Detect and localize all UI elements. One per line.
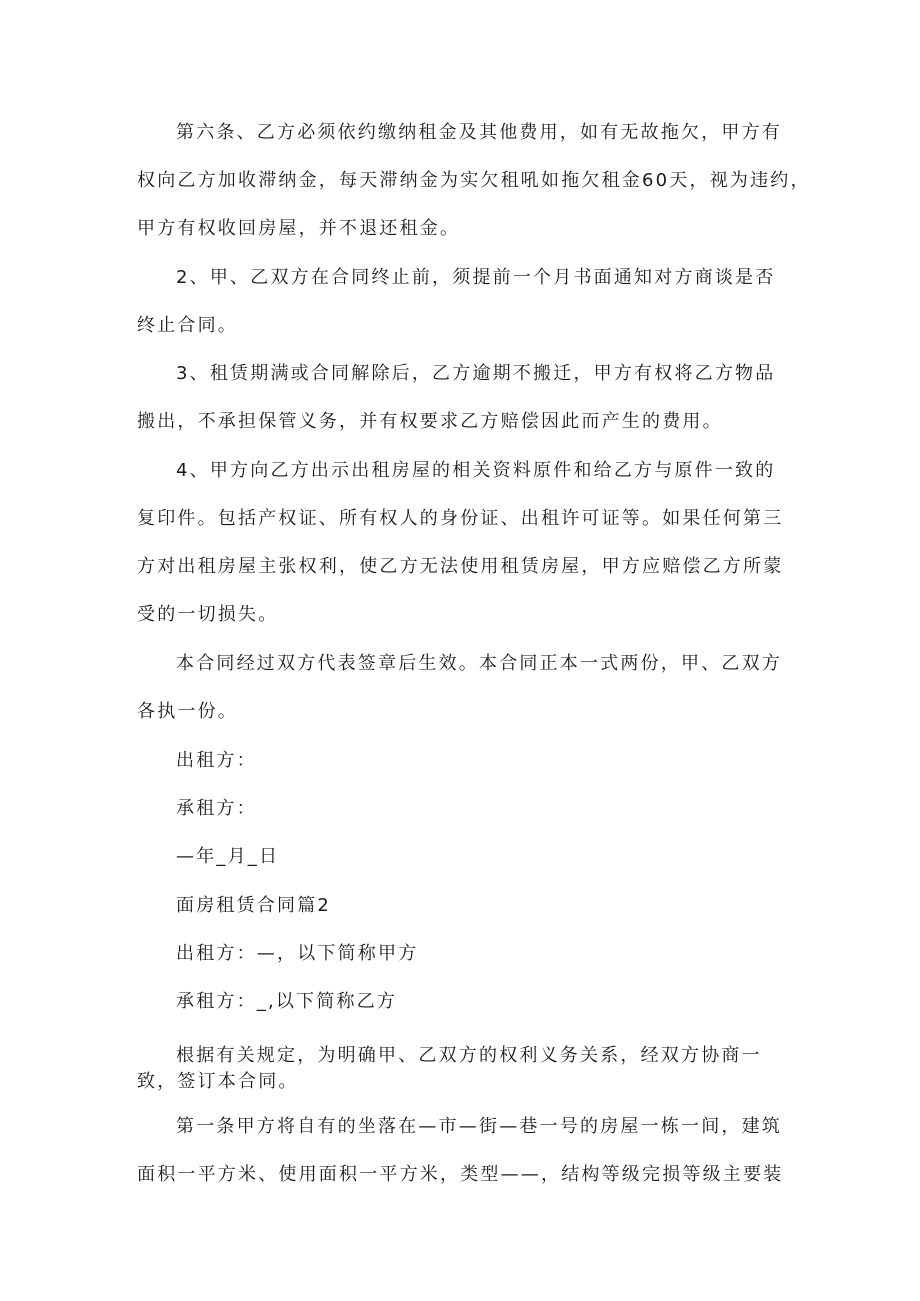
text-line: 2、甲、乙双方在合同终止前，须提前一个月书面通知对方商谈是否 xyxy=(176,267,776,288)
text-line: 各执一份。 xyxy=(137,701,238,722)
text-line: 第六条、乙方必须依约缴纳租金及其他费用，如有无故拖欠，甲方有 xyxy=(176,122,782,143)
text-line: 3、租赁期满或合同解除后，乙方逾期不搬迁，甲方有权将乙方物品 xyxy=(176,363,776,384)
text-line: 4、甲方向乙方出示出租房屋的相关资料原件和给乙方与原件一致的 xyxy=(176,460,776,481)
text-line: 本合同经过双方代表签章后生效。本合同正本一式两份，甲、乙双方 xyxy=(176,653,782,674)
text-line: 甲方有权收回房屋，并不退还租金。 xyxy=(137,218,461,239)
date-line: —年_月_日 xyxy=(176,846,280,867)
lessor-line: 出租方：—，以下简称甲方 xyxy=(176,943,419,964)
lessor-label: 出租方： xyxy=(176,750,257,771)
text-line: 第一条甲方将自有的坐落在—市—街—巷一号的房屋一栋一间，建筑 xyxy=(176,1116,782,1137)
text-line: 权向乙方加收滞纳金，每天滞纳金为实欠租吼如拖欠租金60天，视为违约， xyxy=(137,170,811,191)
text-line: 终止合同。 xyxy=(137,315,238,336)
text-line: 方对出租房屋主张权利，使乙方无法使用租赁房屋，甲方应赔偿乙方所蒙 xyxy=(137,556,784,577)
lessee-line: 承租方：_,以下简称乙方 xyxy=(176,991,398,1012)
text-line: 受的一切损失。 xyxy=(137,604,279,625)
text-line: 致，签订本合同。 xyxy=(137,1071,299,1092)
lessee-label: 承租方： xyxy=(176,798,257,819)
text-line: 搬出，不承担保管义务，并有权要求乙方赔偿因此而产生的费用。 xyxy=(137,411,723,432)
text-line: 复印件。包括产权证、所有权人的身份证、出租许可证等。如果任何第三 xyxy=(137,508,784,529)
text-line: 根据有关规定，为明确甲、乙双方的权利义务关系，经双方协商一 xyxy=(176,1045,762,1066)
text-line: 面积一平方米、使用面积一平方米，类型——，结构等级完损等级主要装 xyxy=(137,1164,784,1185)
section-title: 面房租赁合同篇2 xyxy=(176,895,332,916)
